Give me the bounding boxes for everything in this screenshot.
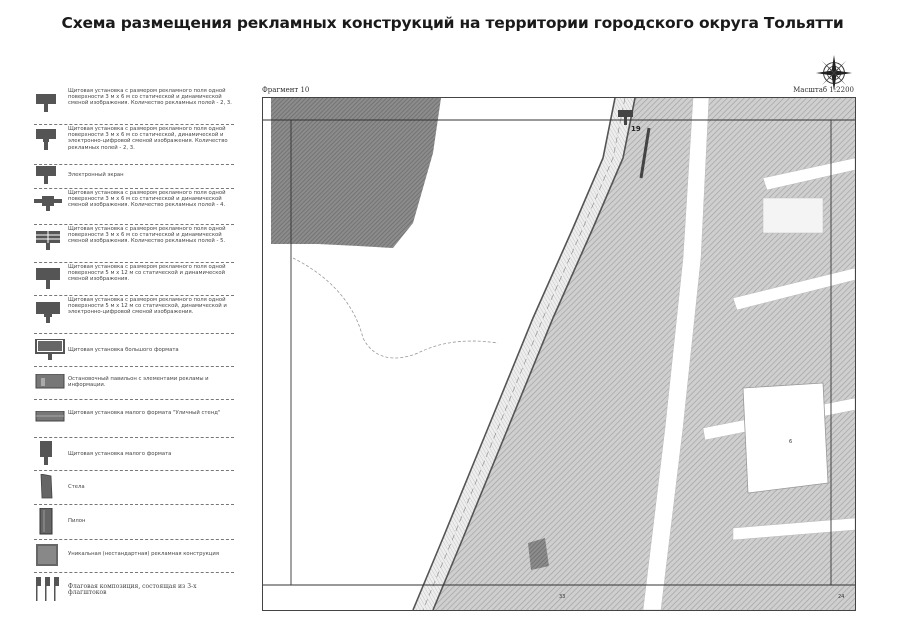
legend-text: Щитовая установка с размером рекламного поля одной поверхности 5 м х 12 м со статической и динамической сменой изображения.: [68, 264, 226, 283]
small-format-icon: [34, 441, 58, 467]
legend-item-street-stand: [34, 399, 234, 438]
billboard-5x12-icon: [34, 268, 64, 290]
legend-item-pylon: [34, 504, 234, 540]
billboard-5x12-digital-icon: [34, 302, 64, 324]
legend-text: Щитовая установка с размером рекламного поля одной поверхности 3 м х 6 м со статической и динамической сменой изображения. Количество рекламных полей - 4.: [68, 190, 226, 209]
legend-text: Щитовая установка большого формата: [68, 347, 179, 353]
legend-text: Электронный экран: [68, 172, 124, 178]
legend-text: Пилон: [68, 518, 86, 524]
dashed-boundary: [293, 258, 498, 358]
legend-item-unique: [34, 539, 234, 573]
corner-number: 24: [838, 594, 845, 600]
legend-text: Остановочный павильон с элементами рекламы и информации.: [68, 376, 209, 389]
legend-item-large-format: [34, 333, 234, 367]
map-canvas: [263, 98, 855, 610]
legend-text: Щитовая установка с размером рекламного поля одной поверхности 3 м х 6 м со статической и динамической сменой изображения. Количество рекламных полей - 5.: [68, 226, 226, 245]
legend-text: Щитовая установка с размером рекламного поля одной поверхности 5 м х 12 м со статической, динамической и электронно-цифровой сменой изображения.: [68, 297, 227, 316]
legend-item-billboard-5x12: [34, 262, 234, 296]
scale-label: Масштаб 1:2200: [793, 86, 854, 94]
electronic-screen-icon: [34, 166, 58, 186]
stele-icon: [34, 474, 58, 500]
legend-item-flags: [34, 572, 234, 605]
billboard-3x6-icon: [34, 94, 58, 114]
legend-item-bus-stop: [34, 366, 234, 400]
large-format-icon: [34, 339, 66, 361]
fragment-label: Фрагмент 10: [262, 86, 310, 94]
hatched-park-area: [271, 98, 441, 248]
legend-item-stele: [34, 470, 234, 505]
construction-number: 19: [631, 125, 641, 133]
legend-text: Флаговая композиция, состоящая из 3-х флагштоков: [68, 583, 197, 597]
legend-text: Стела: [68, 484, 85, 490]
legend-item-billboard-3x6: [34, 86, 234, 125]
legend-text: Щитовая установка с размером рекламного поля одной поверхности 3 м х 6 м со статической, динамической и электронно-цифровой сменой изображения. Количество рекламных полей - 2, 3.: [68, 126, 228, 151]
building-plot: [743, 383, 828, 493]
pylon-icon: [34, 508, 58, 536]
block-number: 6: [789, 439, 793, 445]
billboard-5-fields-icon: [34, 231, 64, 251]
legend-text: Щитовая установка с размером рекламного поля одной поверхности 3 м х 6 м со статической и динамической сменой изображения. Количество рекламных полей - 2, 3.: [68, 88, 232, 107]
billboard-digital-icon: [34, 129, 58, 151]
street-stand-icon: [34, 411, 66, 423]
map-fragment[interactable]: [262, 97, 856, 611]
legend-text: Уникальная (нестандартная) рекламная конструкция: [68, 551, 220, 557]
legend-item-electronic-screen: [34, 164, 234, 189]
legend-text: Щитовая установка малого формата: [68, 451, 172, 457]
legend-item-billboard-3x6-digital: [34, 124, 234, 165]
legend-item-billboard-5-fields: [34, 224, 234, 263]
page-title: Схема размещения рекламных конструкций на территории городского округа Тольятти: [61, 14, 844, 32]
legend-text: Щитовая установка малого формата "Уличный стенд": [68, 410, 221, 416]
legend-item-billboard-5x12-digital: [34, 295, 234, 334]
unique-construction-icon: [34, 544, 62, 568]
legend-item-billboard-4-fields: [34, 188, 234, 225]
bottom-number: 33: [559, 594, 566, 600]
flags-icon: [34, 575, 64, 603]
bus-stop-icon: [34, 374, 66, 390]
billboard-4-fields-icon: [34, 196, 64, 212]
legend-item-small-format: [34, 437, 234, 471]
